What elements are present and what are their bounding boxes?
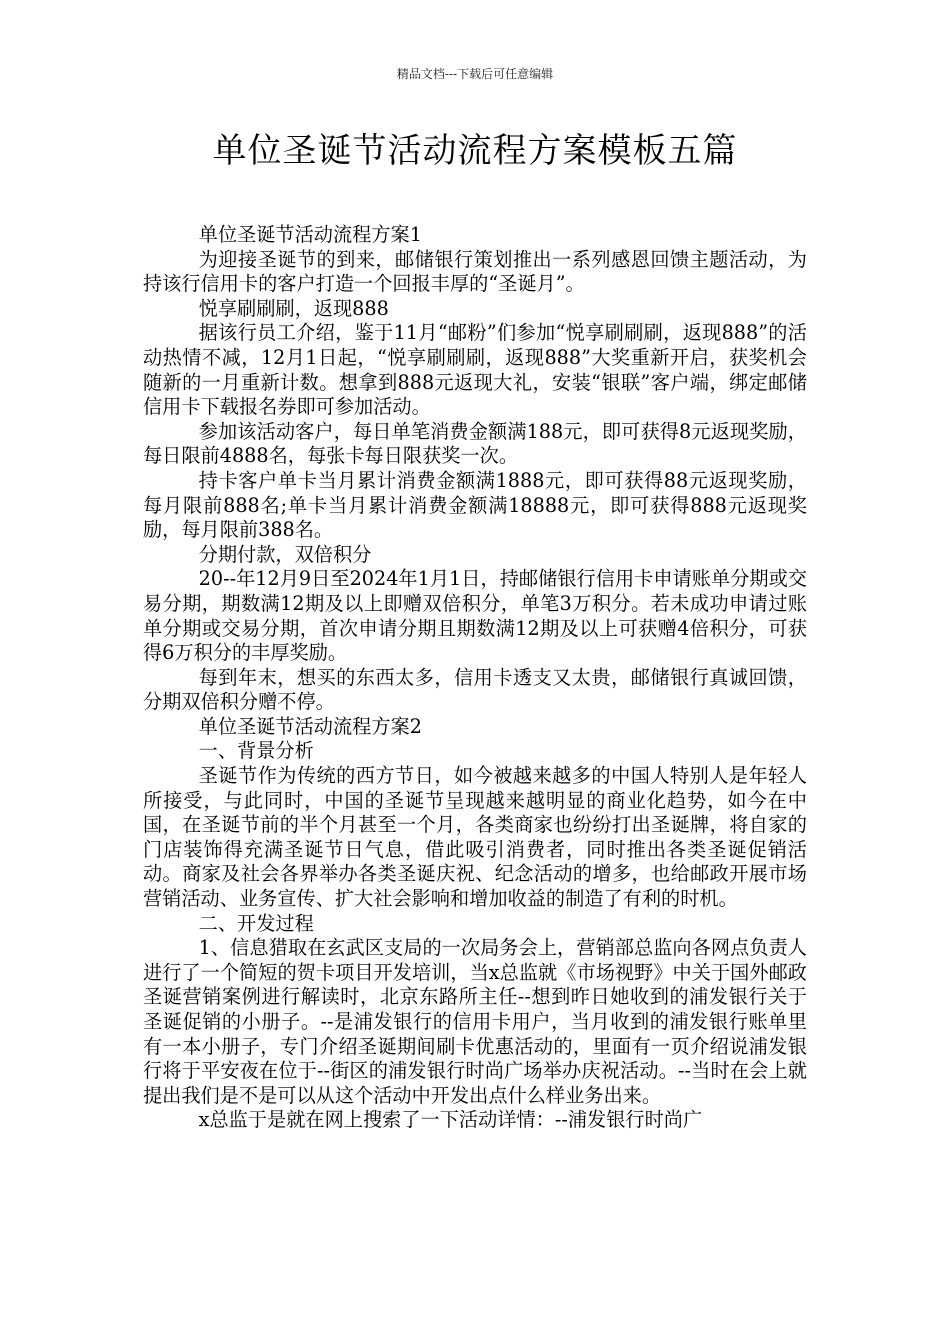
paragraph: 分期付款，双倍积分 — [198, 542, 372, 566]
document-body — [143, 223, 807, 1133]
paragraph: 一、背景分析 — [198, 739, 314, 763]
paragraph: 悦享刷刷刷，返现888 — [198, 296, 389, 320]
paragraph: 圣诞节作为传统的西方节日，如今被越来越多的中国人特别人是年轻人所接受，与此同时，中国的圣诞节呈现越来越明显的商业化趋势，如今在中国，在圣诞节前的半个月甚至一个月，各类商家也纷纷打出圣诞牌，将自家的门店装饰得充满圣诞节日气息，借此吸引消费者，同时推出各类圣诞促销活动。商家及社会各界举办各类圣诞庆祝、纪念活动的增多，也给邮政开展市场营销活动、业务宣传、扩大社会影响和增加收益的制造了有利的时机。 — [143, 764, 807, 911]
paragraph: 1、信息猎取在玄武区支局的一次局务会上，营销部总监向各网点负责人进行了一个简短的贺卡项目开发培训，当x总监就《市场视野》中关于国外邮政圣诞营销案例进行解读时，北京东路所主任--想到昨日她收到的浦发银行关于圣诞促销的小册子。--是浦发银行的信用卡用户，当月收到的浦发银行账单里有一本小册子，专门介绍圣诞期间刷卡优惠活动的，里面有一页介绍说浦发银行将于平安夜在位于--街区的浦发银行时尚广场举办庆祝活动。--当时在会上就提出我们是不是可以从这个活动中开发出点什么样业务出来。 — [143, 936, 807, 1107]
paragraph: 20--年12月9日至2024年1月1日，持邮储银行信用卡申请账单分期或交易分期，期数满12期及以上即赠双倍积分，单笔3万积分。若未成功申请过账单分期或交易分期，首次申请分期且期数满12期及以上可获赠4倍积分，可获得6万积分的丰厚奖励。 — [143, 567, 807, 665]
paragraph: 据该行员工介绍，鉴于11月“邮粉”们参加“悦享刷刷刷，返现888”的活动热情不减，12月1日起，“悦享刷刷刷，返现888”大奖重新开启，获奖机会随新的一月重新计数。想拿到888元返现大礼，安装“银联”客户端，绑定邮储信用卡下载报名券即可参加活动。 — [143, 321, 807, 419]
paragraph: 持卡客户单卡当月累计消费金额满1888元，即可获得88元返现奖励，每月限前888名;单卡当月累计消费金额满18888元，即可获得888元返现奖励，每月限前388名。 — [143, 468, 807, 542]
paragraph: 参加该活动客户，每日单笔消费金额满188元，即可获得8元返现奖励，每日限前4888名，每张卡每日限获奖一次。 — [143, 419, 807, 468]
paragraph: 每到年末，想买的东西太多，信用卡透支又太贵，邮储银行真诚回馈，分期双倍积分赠不停。 — [143, 665, 807, 714]
paragraph: 单位圣诞节活动流程方案1 — [198, 223, 422, 246]
document-title: 单位圣诞节活动流程方案模板五篇 — [212, 131, 738, 171]
paragraph: 单位圣诞节活动流程方案2 — [198, 714, 422, 738]
paragraph: 为迎接圣诞节的到来，邮储银行策划推出一系列感恩回馈主题活动，为持该行信用卡的客户打造一个回报丰厚的“圣诞月”。 — [143, 247, 807, 296]
paragraph: x总监于是就在网上搜索了一下活动详情：--浦发银行时尚广 — [198, 1108, 703, 1132]
paragraph: 二、开发过程 — [198, 911, 314, 935]
header-note: 精品文档---下载后可任意编辑 — [396, 67, 554, 81]
